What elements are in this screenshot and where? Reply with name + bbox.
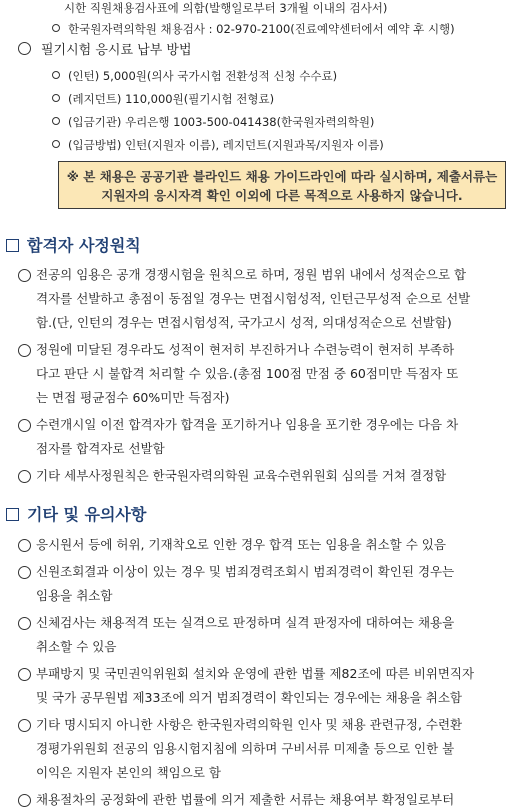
selection-item [36,413,528,461]
notes-item [36,713,528,785]
notes-item-line: 경평가위원회 전공의 임용시험지침에 의하며 구비서류 미제출 등으로 인한 불 [36,741,455,756]
notes-item-line: 임용을 취소함 [36,588,113,603]
section-heading-selection-text: 합격자 사정원칙 [27,236,141,255]
notes-item [36,611,528,659]
small-circle-icon [52,24,60,32]
selection-item [36,464,528,488]
circle-bullet-icon [18,419,31,432]
selection-item-line: 정원에 미달된 경우라도 성적이 현저히 부진하거나 수련능력이 현저히 부족하 [36,342,455,357]
fee-item [52,114,374,130]
fee-item [52,91,274,107]
notes-item-line: 기타 명시되지 아니한 사항은 한국원자력의학원 인사 및 채용 관련규정, 수련환 [36,717,463,732]
small-circle-icon [52,140,60,148]
fee-title-text: 필기시험 응시료 납부 방법 [41,43,192,58]
small-circle-icon [52,71,60,79]
notes-item [36,560,528,608]
selection-item-line: 는 면접 평균점수 60%미만 득점자) [36,390,230,405]
circle-bullet-icon [18,539,31,552]
notes-item-line: 및 국가 공무원법 제33조에 의거 범죄경력이 확인되는 경우에는 채용을 취소함 [36,690,462,705]
notes-item-line: 신체검사는 채용적격 또는 실격으로 판정하며 실격 판정자에 대하여는 채용을 [36,615,455,630]
circle-bullet-icon [18,269,31,282]
notes-item-line: 이익은 지원자 본인의 책임으로 함 [36,765,221,780]
notes-item-line: 응시원서 등에 허위, 기재착오로 인한 경우 합격 또는 임용을 취소할 수 있음 [36,537,446,552]
circle-bullet-icon [18,794,31,807]
notes-item [36,788,528,812]
fee-item [52,137,384,153]
fee-item-text: (입금기관) 우리은행 1003-500-041438(한국원자력의학원) [68,115,375,129]
circle-bullet-icon [18,470,31,483]
selection-item-line: 기타 세부사정원칙은 한국원자력의학원 교육수련위원회 심의를 거쳐 결정함 [36,468,447,483]
fee-item-text: (레지던트) 110,000원(필기시험 전형료) [68,92,275,106]
notes-item-line: 부패방지 및 국민권익위원회 설치와 운영에 관한 법률 제82조에 따른 비위면직자 [36,666,475,681]
selection-item-line: 격자를 선발하고 총점이 동점일 경우는 면접시험성적, 인턴근무성적 순으로 선발 [36,291,471,306]
blind-hiring-notice [58,161,506,209]
section-heading-notes [6,505,146,525]
fee-item-text: (인턴) 5,000원(의사 국가시험 전환성적 신청 수수료) [68,69,338,83]
fee-item [52,68,337,84]
notice-line-1: ※ 본 채용은 공공기관 블라인드 채용 가이드라인에 따라 실시하며, 제출서류는 [66,169,498,184]
circle-bullet-icon [18,42,31,55]
notes-item [36,662,528,710]
selection-item-line: 전공의 임용은 공개 경쟁시험을 원칙으로 하며, 정원 범위 내에서 성적순으로 합 [36,267,467,282]
circle-bullet-icon [18,719,31,732]
checkup-text: 한국원자력의학원 채용검사 : 02-970-2100(진료예약센터에서 예약 후 시행) [68,22,455,36]
circle-bullet-icon [18,668,31,681]
selection-item-line: 함.(단, 인턴의 경우는 면접시험성적, 국가고시 성적, 의대성적순으로 선발함) [36,315,452,330]
square-bullet-icon [6,508,19,521]
square-bullet-icon [6,239,19,252]
selection-item-line: 다고 판단 시 불합격 처리할 수 있음.(총점 100점 만점 중 60점미만 득점자 또 [36,366,459,381]
selection-item-line: 수련개시일 이전 합격자가 합격을 포기하거나 임용을 포기한 경우에는 다음 차 [36,417,459,432]
selection-item [36,263,528,335]
notes-item [36,533,528,557]
doc-line-top-2 [52,21,455,37]
section-heading-selection [6,236,141,256]
section-heading-notes-text: 기타 및 유의사항 [27,505,147,524]
small-circle-icon [52,94,60,102]
fee-title [18,42,192,59]
circle-bullet-icon [18,566,31,579]
fee-item-text: (입금방법) 인턴(지원자 이름), 레지던트(지원과목/지원자 이름) [68,138,384,152]
circle-bullet-icon [18,344,31,357]
selection-item [36,338,528,410]
doc-line-top-1: 시한 직원채용검사표에 의함(발행일로부터 3개월 이내의 검사서) [64,1,388,15]
notes-item-line: 신원조회결과 이상이 있는 경우 및 범죄경력조회시 범죄경력이 확인된 경우는 [36,564,455,579]
notice-line-2: 지원자의 응시자격 확인 이외에 다른 목적으로 사용하지 않습니다. [101,188,463,203]
selection-item-line: 점자를 합격자로 선발함 [36,441,165,456]
notes-item-line: 취소할 수 있음 [36,639,117,654]
circle-bullet-icon [18,617,31,630]
notes-item-line: 채용절차의 공정화에 관한 법률에 의거 제출한 서류는 채용여부 확정일로부터 [36,792,455,807]
small-circle-icon [52,117,60,125]
